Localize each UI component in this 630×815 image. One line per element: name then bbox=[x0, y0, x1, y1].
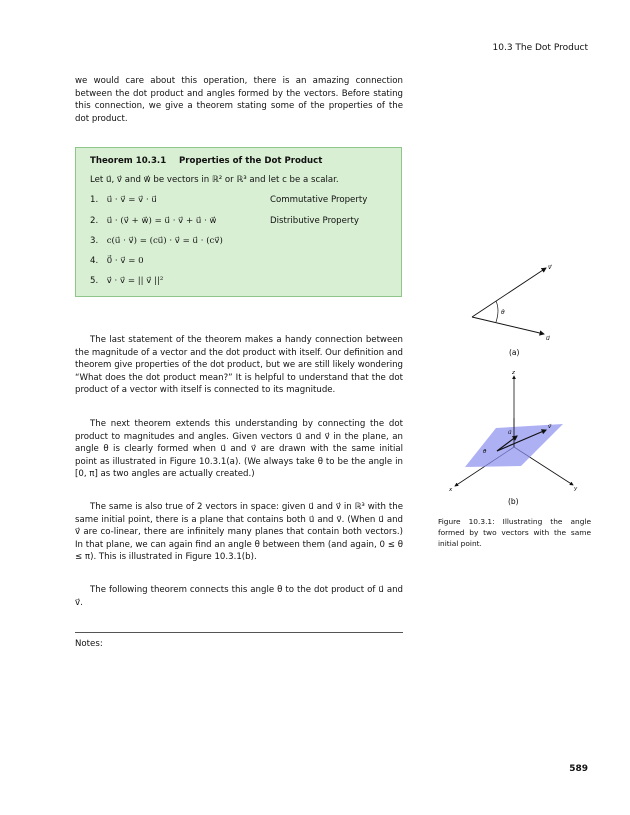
vector-v-label: v⃗ bbox=[548, 264, 552, 271]
vector-v-arrow bbox=[472, 268, 546, 317]
vector-u-label: u⃗ bbox=[546, 335, 550, 342]
theorem-formula: v⃗ · v⃗ = || v⃗ ||² bbox=[106, 276, 164, 286]
paragraph-transition: The following theorem connects this angle θ to the dot product of u⃗ and v⃗. bbox=[75, 585, 403, 608]
figure-a-label: (a) bbox=[509, 348, 520, 357]
theorem-item-4: 4. 0⃗ · v⃗ = 0 bbox=[90, 256, 144, 266]
figure-b bbox=[445, 370, 590, 510]
notes-divider bbox=[75, 632, 403, 633]
theorem-title: Properties of the Dot Product bbox=[179, 156, 323, 166]
z-axis-label: z bbox=[512, 370, 515, 376]
theorem-heading bbox=[90, 156, 322, 166]
theorem-intro: Let u⃗, v⃗ and w⃗ be vectors in ℝ² or ℝ³ and let c be a scalar. bbox=[90, 175, 339, 185]
intro-paragraph: we would care about this operation, there is an amazing connection between the dot product and angles formed by the vectors. Before stating this connection, we give a theorem stating some of the properties of the dot product. bbox=[75, 76, 403, 124]
vector-u-arrow bbox=[472, 317, 544, 334]
theta-3d-label: θ bbox=[483, 449, 487, 455]
theta-label: θ bbox=[501, 309, 505, 316]
theorem-box bbox=[75, 147, 402, 297]
y-axis-label: y bbox=[574, 486, 578, 492]
figure-caption: Figure 10.3.1: Illustrating the angle formed by two vectors with the same initial point. bbox=[438, 517, 591, 548]
theorem-formula: u⃗ · v⃗ = v⃗ · u⃗ bbox=[106, 195, 157, 205]
paragraph-magnitude: The last statement of the theorem makes a handy connection between the magnitude of a vector and the dot product with itself. Our definition and theorem give properties of the dot product, but we are still likely wondering “What does the dot product mean?” It is helpful to understand that the dot product of a vector with itself is connected to its magnitude. bbox=[75, 335, 403, 396]
figure-a bbox=[460, 258, 570, 358]
theorem-item-5: 5. v⃗ · v⃗ = || v⃗ ||² bbox=[90, 276, 164, 286]
theorem-item-2: 2. u⃗ · (v⃗ + w⃗) = u⃗ · v⃗ + u⃗ · w⃗ bbox=[90, 216, 217, 226]
page-number: 589 bbox=[569, 764, 588, 774]
property-label: Distributive Property bbox=[270, 216, 359, 226]
figure-b-label: (b) bbox=[508, 497, 519, 506]
x-axis-label: x bbox=[449, 487, 453, 493]
running-header: 10.3 The Dot Product bbox=[492, 43, 588, 53]
angle-arc bbox=[496, 301, 498, 322]
paragraph-space: The same is also true of 2 vectors in space: given u⃗ and v⃗ in ℝ³ with the same initial point, there is a plane that contains both u⃗ and v⃗. (When u⃗ and v⃗ are co-linear, there are infinitely many planes that contain both vectors.) In that plane, we can again find an angle θ between them (and again, 0 ≤ θ ≤ π). This is illustrated in Figure 10.3.1(b). bbox=[75, 502, 403, 563]
theorem-formula: 0⃗ · v⃗ = 0 bbox=[106, 256, 144, 266]
theorem-item-1: 1. u⃗ · v⃗ = v⃗ · u⃗ bbox=[90, 195, 157, 205]
notes-label: Notes: bbox=[75, 639, 103, 649]
property-label: Commutative Property bbox=[270, 195, 368, 205]
paragraph-angles: The next theorem extends this understanding by connecting the dot product to magnitudes and angles. Given vectors u⃗ and v⃗ in the plane, an angle θ is clearly formed when u⃗ and v⃗ are drawn with the same initial point as illustrated in Figure 10.3.1(a). (We always take θ to be the angle in [0, π] as two angles are actually created.) bbox=[75, 419, 403, 480]
vector-u-3d-label: u⃗ bbox=[508, 430, 512, 436]
theorem-item-3: 3. c(u⃗ · v⃗) = (cu⃗) · v⃗ = u⃗ · (cv⃗) bbox=[90, 236, 223, 246]
theorem-number: Theorem 10.3.1 bbox=[90, 156, 167, 166]
theorem-formula: u⃗ · (v⃗ + w⃗) = u⃗ · v⃗ + u⃗ · w⃗ bbox=[106, 216, 217, 226]
vector-v-3d-label: v⃗ bbox=[548, 424, 552, 430]
theorem-formula: c(u⃗ · v⃗) = (cu⃗) · v⃗ = u⃗ · (cv⃗) bbox=[106, 236, 223, 246]
